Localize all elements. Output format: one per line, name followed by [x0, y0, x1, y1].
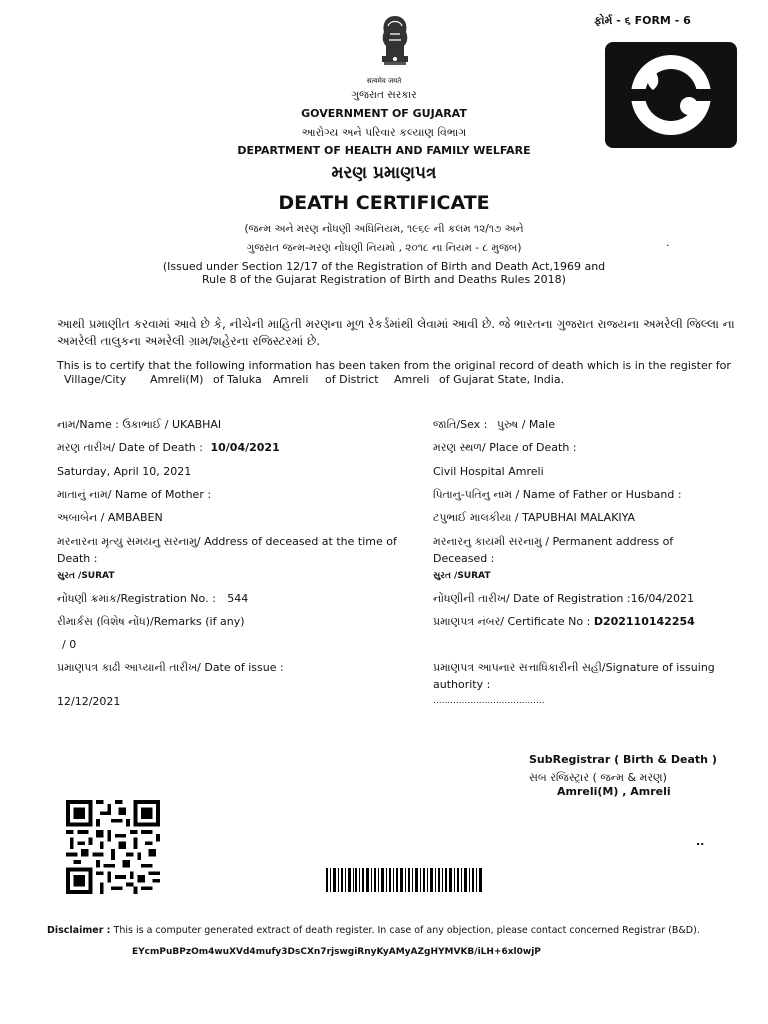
dod-row: [57, 439, 280, 456]
registrar-title-gu: સબ રજિસ્ટ્રાર ( જન્મ & મરણ): [529, 771, 667, 784]
perm-address-label-line-2: Deceased :: [433, 552, 495, 565]
dot-mark: .: [666, 236, 670, 249]
sex-value: પુરુષ / Male: [496, 418, 555, 431]
address-label-line-2: Death :: [57, 552, 98, 565]
title-gu: મરણ પ્રમાણપત્ર: [331, 163, 437, 183]
mother-value: અબાબેન / AMBABEN: [57, 511, 163, 524]
issue-label: પ્રમાણપત્ર કાઢી આપ્યાની તારીખ/ Date of issue :: [57, 661, 284, 674]
taluka-label: of Taluka: [213, 373, 262, 386]
govt-name-gu: ગુજરાત સરકાર: [351, 89, 417, 101]
emblem-motto: सत्यमेव जयते: [366, 77, 402, 85]
district-label: of District: [325, 373, 379, 386]
father-label: પિતાનુ-પતિનુ નામ / Name of Father or Husband :: [433, 488, 682, 501]
sign-label-line-2: authority :: [433, 678, 491, 691]
ashoka-emblem-icon: [372, 12, 418, 76]
barcode-icon: [326, 868, 484, 892]
regno-row: [57, 590, 248, 607]
pod-value: Civil Hospital Amreli: [433, 465, 544, 478]
district-value: Amreli: [394, 373, 430, 386]
disclaimer-label: Disclaimer :: [47, 925, 111, 936]
section-gu-line-2: ગુજરાત જન્મ-મરણ નોંધણી નિયમો , ૨૦૧૮ ના નિયમ - ૮ મુજબ): [246, 242, 522, 254]
remarks-value: / 0: [62, 638, 77, 651]
certify-gu-line-1: આથી પ્રમાણીત કરવામાં આવે છે કે, નીચેની માહિતી મરણના મૂળ રેકર્ડમાંથી લેવામાં આવી છે. જે ભારતના ગુજરાત રાજ્યના અમરેલી જિલ્લા ના: [57, 317, 735, 331]
dept-name-en: DEPARTMENT OF HEALTH AND FAMILY WELFARE: [237, 144, 531, 157]
state-text: of Gujarat State, India.: [439, 373, 565, 386]
certify-gu-line-2: અમરેલી તાલુકના અમરેલી ગ્રામ/શહેરના રજિસ્ટરમાં છે.: [57, 334, 321, 348]
name-row: [57, 416, 221, 433]
mother-label: માતાનું નામ/ Name of Mother :: [57, 488, 212, 501]
address-label-line-1: મરનારના મૃત્યુ સમયનુ સરનામુ/ Address of deceased at the time of: [57, 535, 397, 548]
verification-hash: EYcmPuBPzOm4wuXVd4mufy3DsCXn7rjswgiRnyKyAMyAZgHYMVKB/iLH+6xl0wjP: [132, 947, 541, 957]
village-label: Village/City: [64, 373, 127, 386]
govt-name-en: GOVERNMENT OF GUJARAT: [301, 107, 467, 120]
section-gu-line-1: (જન્મ અને મરણ નોંધણી અધિનિયમ, ૧૯૬૯ ની કલમ ૧૨/૧૭ અને: [244, 223, 524, 235]
certno-row: [433, 613, 695, 630]
sign-label-line-1: પ્રમાણપત્ર આપનાર સત્તાધિકારીની સહી/Signature of issuing: [433, 661, 715, 674]
dept-name-gu: આરોગ્ય અને પરિવાર કલ્યાણ વિભાગ: [301, 126, 467, 139]
certno-label: પ્રમાણપત્ર નંબર/ Certificate No :: [433, 615, 591, 628]
section-en-line-1: (Issued under Section 12/17 of the Registration of Birth and Death Act,1969 and: [162, 260, 606, 273]
registrar-dots: ..: [696, 835, 705, 848]
disclaimer: [47, 925, 700, 936]
dod-words: Saturday, April 10, 2021: [57, 465, 192, 478]
perm-address-label-line-1: મરનારનુ કાયમી સરનામુ / Permanent address of: [433, 535, 674, 548]
dod-value: 10/04/2021: [210, 441, 280, 454]
taluka-value: Amreli: [273, 373, 309, 386]
certno-value: D202110142254: [593, 615, 695, 628]
title-en: DEATH CERTIFICATE: [278, 192, 490, 214]
village-value: Amreli(M): [150, 373, 204, 386]
sex-row: [433, 416, 555, 433]
regno-label: નોંધણી ક્રમાંક/Registration No. :: [57, 592, 216, 605]
dod-label: મરણ તારીખ/ Date of Death :: [57, 441, 203, 454]
father-value: ટપુભાઈ માલકીયા / TAPUBHAI MALAKIYA: [433, 511, 636, 524]
regno-value: 544: [227, 592, 249, 605]
pod-label: મરણ સ્થળ/ Place of Death :: [433, 441, 577, 454]
section-en-line-2: Rule 8 of the Gujarat Registration of Birth and Deaths Rules 2018): [202, 273, 566, 286]
name-label: નામ/Name :: [57, 418, 120, 431]
regdate-row: [433, 590, 694, 607]
remarks-label: રીમાર્કસ (વિશેષ નોંધ)/Remarks (if any): [57, 615, 245, 628]
registrar-place: Amreli(M) , Amreli: [557, 785, 671, 798]
registrar-title-en: SubRegistrar ( Birth & Death ): [529, 753, 717, 766]
name-value: ઉકાભાઈ / UKABHAI: [122, 418, 222, 431]
address-value: સુરત /SURAT: [57, 571, 115, 581]
regdate-label: નોંધણીની તારીખ/ Date of Registration :: [433, 592, 631, 605]
qr-code-icon: [66, 800, 160, 894]
issue-value: 12/12/2021: [57, 695, 121, 708]
certify-en-line-1: This is to certify that the following information has been taken from the original record of death which is in the register for: [57, 359, 731, 372]
form-label: ફોર્મ - ૬ FORM - 6: [594, 14, 691, 27]
sign-line: .......................................: [433, 696, 545, 706]
sex-label: જાતિ/Sex :: [433, 418, 488, 431]
regdate-value: 16/04/2021: [630, 592, 695, 605]
disclaimer-text: This is a computer generated extract of death register. In case of any objection, please contact concerned Registrar (B&D).: [113, 925, 700, 936]
perm-address-value: સુરત /SURAT: [433, 571, 491, 581]
